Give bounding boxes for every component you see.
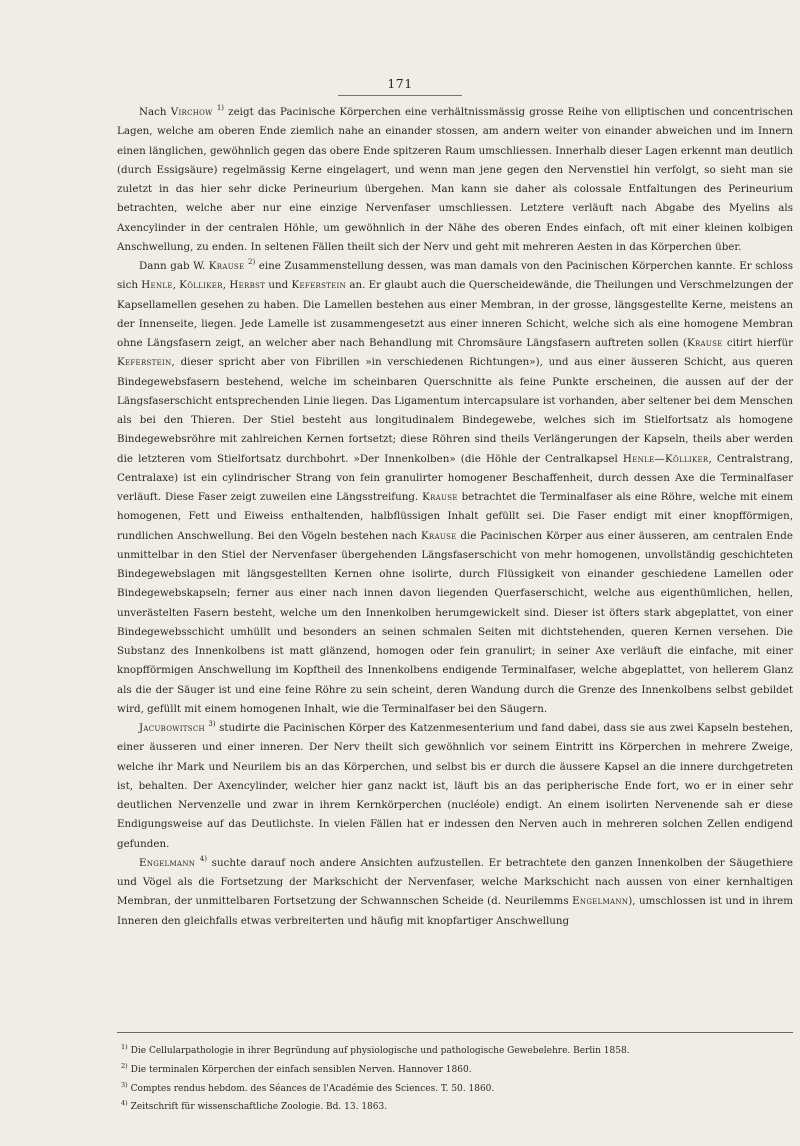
footnote xyxy=(121,1096,781,1115)
footnote-mark: 1) xyxy=(121,1043,128,1051)
author-name: Jacubowitsch xyxy=(139,722,205,734)
author-name: Virchow xyxy=(170,106,213,118)
author-name: Keferstein xyxy=(117,356,172,369)
text-run: , Centralstrang, Centralaxe) ist ein cylindrischer Strang von fein granulirter homogener Beschaffenheit, durch dessen Axe die Terminalfaser verläuft. Diese Faser zeigt zuweilen eine Längsstreifung. xyxy=(117,452,793,503)
footnote-reference: 1) xyxy=(216,104,225,112)
text-run: und xyxy=(265,279,292,292)
text-run: suchte darauf noch andere Ansichten aufzustellen. Er betrachtete den ganzen Innenkolben der Säugethiere und Vögel als die Fortsetzung der Markschicht der Nervenfaser, welche Markschicht nach aussen von einer kernhaltigen Membran, der unmittelbaren Fortsetzung der Schwannschen Scheide (d. Neurilemms xyxy=(117,856,793,908)
author-name: Krause xyxy=(208,260,245,272)
body-text xyxy=(117,103,793,931)
footnote-rule xyxy=(117,1032,793,1033)
paragraph xyxy=(117,103,793,257)
text-run: , xyxy=(222,279,230,292)
author-name: Engelmann xyxy=(139,856,196,869)
paragraph xyxy=(117,719,793,854)
author-name: Henle—Kölliker xyxy=(622,452,709,465)
author-name: Keferstein xyxy=(291,279,347,292)
footnote-mark: 4) xyxy=(121,1099,128,1108)
footnote-reference: 2) xyxy=(247,258,256,266)
footnote-text: Die Cellularpathologie in ihrer Begründung auf physiologische und pathologische Gewebelehre. Berlin 1858. xyxy=(130,1046,630,1056)
text-run: betrachtet die Terminalfaser als eine Röhre, welche mit einem homogenen, Fett und Eiweiss enthaltenden, halbflüssigen Inhalt gefüllt sei. Die Faser endigt mit einer knopfförmigen, rundlichen Anschwellung. Bei den Vögeln bestehen nach xyxy=(117,491,793,542)
text-run: , xyxy=(172,279,180,292)
author-name: Kölliker xyxy=(179,279,223,292)
text-run: eine Zusammenstellung dessen, was man damals von den Pacinischen Körperchen kannte. Er schloss sich xyxy=(117,260,794,292)
text-run: an. Er glaubt auch die Querscheidewände, die Theilungen und Verschmelzungen der Kapsellamellen gesehen zu haben. Die Lamellen bestehen aus einer Membran, in der grosse, längsgestellte Kerne, meistens an der Innenseite, liegen. Jede Lamelle ist zusammengesetzt aus einer inneren Schicht, welche sich als eine homogene Membran ohne Längsfasern zeigt, an welcher aber nach Behandlung mit Chromsäure Längsfasern auftreten sollen ( xyxy=(117,279,793,349)
footnote-mark: 2) xyxy=(121,1061,128,1070)
author-name: Krause xyxy=(420,529,457,542)
author-name: Herbst xyxy=(229,279,266,292)
text-run: die Pacinischen Körper aus einer äusseren, am centralen Ende unmittelbar in den Stiel der Nervenfaser übergehenden Längsfaserschicht von mehr homogenen, unvollständig geschichteten Bindegewebslagen mit längsgestellten Kernen ohne isolirte, durch Flüssigkeit von einander geschiedene Lamellen oder Bindegewebskapseln; ferner aus einer nach innen davon liegenden Querfaserschicht, welche aus eigenthümlichen, hellen, unverästelten Fasern besteht, welche um den Innenkolben herumgewickelt sind. Dieser ist öfters stark abgeplattet, von einer Bindegewebsschicht umhüllt und besonders an seinen schmalen Seiten mit dichtstehenden, queren Kernen versehen. Die Substanz des Innenkolbens ist matt glänzend, homogen oder fein granulirt; in seiner Axe verläuft die einfache, mit einer knopfförmigen Anschwellung im Kopftheil des Innenkolbens endigende Terminalfaser, welche abgeplattet, von hellerem Glanz als die der Säuger ist und eine feine Röhre zu sein scheint, deren Wandung durch die Grenze des Innenkolbens selbst gebildet wird, gefüllt mit einem homogenen Inhalt, wie die Terminalfaser bei den Säugern. xyxy=(117,529,793,715)
author-name: Krause xyxy=(422,491,458,503)
page-number-rule xyxy=(338,95,462,96)
text-run: Nach xyxy=(139,106,171,118)
text-run: zeigt das Pacinische Körperchen eine verhältnissmässig grosse Reihe von elliptischen und concentrischen Lagen, welche am oberen Ende ziemlich nahe an einander stossen, am andern weiter von einander abweichen und im Innern einen länglichen, gewöhnlich gegen das obere Ende spitzeren Raum umschliessen. Innerhalb dieser Lagen erkennt man deutlich (durch Essigsäure) regelmässig Kerne eingelagert, und wenn man jene gegen den Nervenstiel hin verfolgt, so sieht man sie zuletzt in das hier sehr dicke Perineurium übergehen. Man kann sie daher als colossale Entfaltungen des Perineurium betrachten, welche aber nur eine einzige Nervenfaser umschliessen. Letztere verläuft nach Abgabe des Myelins als Axencylinder in der centralen Höhle, um gewöhnlich in der Nähe des oberen Endes einfach, oft mit einer kleinen kolbigen Anschwellung, zu enden. In seltenen Fällen theilt sich der Nerv und geht mit mehreren Aesten in das Körperchen über. xyxy=(117,106,793,253)
author-name: Engelmann xyxy=(572,895,629,908)
text-run: , dieser spricht aber von Fibrillen »in verschiedenen Richtungen»), und aus einer äusseren Schicht, aus queren Bindegewebsfasern bestehend, welche im scheinbaren Querschnitte als feine Punkte erscheinen, die aussen auf der der Längsfaserschicht entsprechenden Linie liegen. Das Ligamentum intercapsulare ist vorhanden, aber seltener bei dem Menschen als bei den Thieren. Der Stiel besteht aus longitudinalem Bindegewebe, welches sich im Stielfortsatz als homogene Bindegewebsröhre mit zahlreichen Kernen fortsetzt; diese Röhren sind theils Verlängerungen der Kapseln, theils aber werden die letzteren vom Stielfortsatz durchbohrt. »Der Innenkolben» (die Höhle der Centralkapsel xyxy=(117,356,793,465)
footnote-text: Comptes rendus hebdom. des Séances de l'Académie des Sciences. T. 50. 1860. xyxy=(130,1083,495,1094)
paragraph xyxy=(117,854,793,931)
footnotes xyxy=(121,1040,781,1115)
footnote xyxy=(121,1078,781,1097)
page-number: 171 xyxy=(387,76,413,91)
text-run: ), umschlossen ist und in ihrem Inneren den gleichfalls etwas verbreiterten und häufig mit knopfartiger Anschwellung xyxy=(117,895,793,927)
footnote xyxy=(121,1059,781,1078)
paragraph xyxy=(117,257,793,719)
footnote-reference: 3) xyxy=(208,720,216,728)
footnote-reference: 4) xyxy=(199,854,208,863)
text-run: citirt hierfür xyxy=(722,337,793,349)
footnote xyxy=(121,1040,781,1059)
author-name: Krause xyxy=(686,337,723,349)
footnote-mark: 3) xyxy=(121,1080,128,1089)
footnote-text: Die terminalen Körperchen der einfach sensiblen Nerven. Hannover 1860. xyxy=(130,1064,472,1075)
text-run: studirte die Pacinischen Körper des Katzenmesenterium und fand dabei, dass sie aus zwei Kapseln bestehen, einer äusseren und einer inneren. Der Nerv theilt sich gewöhnlich vor seinem Eintritt ins Körperchen in mehrere Zweige, welche ihr Mark und Neurilem bis an das Körperchen, und selbst bis er durch die äussere Kapsel an die innere durchgetreten ist, behalten. Der Axencylinder, welcher hier ganz nackt ist, läuft bis an das peripherische Ende fort, wo er in einer sehr deutlichen Nervenzelle und zwar in ihrem Kernkörperchen (nucléole) endigt. An einem isolirten Nervenende sah er diese Endigungsweise auf das Deutlichste. In vielen Fällen hat er indessen den Nerven auch in mehreren solchen Zellen endigend gefunden. xyxy=(117,722,793,850)
author-name: Henle xyxy=(141,279,173,292)
footnote-text: Zeitschrift für wissenschaftliche Zoologie. Bd. 13. 1863. xyxy=(130,1102,388,1113)
text-run: Dann gab W. xyxy=(139,260,209,272)
